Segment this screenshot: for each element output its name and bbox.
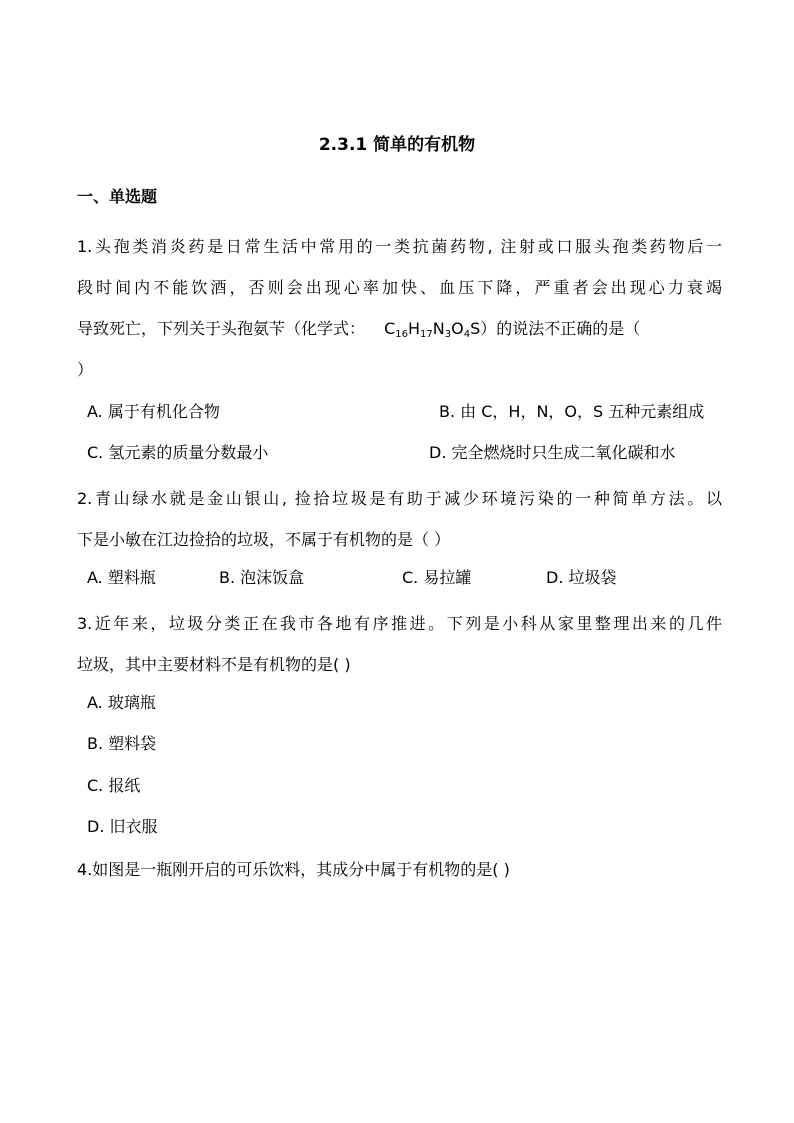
question-1-line-4: ）: [77, 360, 94, 379]
q1-option-d[interactable]: D. 完全燃烧时只生成二氧化碳和水: [429, 443, 676, 462]
question-2-line-1: 2.青山绿水就是金山银山, 捡拾垃圾是有助于减少环境污染的一种简单方法。以: [77, 489, 722, 508]
question-4-line-1: 4.如图是一瓶刚开启的可乐饮料，其成分中属于有机物的是( ): [77, 860, 510, 879]
question-2: [77, 478, 722, 560]
question-1: [77, 226, 722, 390]
chemical-formula: $C_{16}H_{17}N_3O_4S$: [384, 319, 481, 340]
question-1-line-2: 段时间内不能饮酒，否则会出现心率加快、血压下降，严重者会出现心力衰竭: [77, 278, 722, 297]
q1-option-b[interactable]: B. 由 C，H，N，O，S 五种元素组成: [439, 402, 705, 421]
question-4: [77, 849, 722, 890]
q1-option-a[interactable]: A. 属于有机化合物: [87, 402, 220, 421]
question-1-stem-end: ）的说法不正确的是（: [480, 319, 641, 338]
q2-option-c[interactable]: C. 易拉罐: [402, 568, 472, 587]
question-3-line-1: 3.近年来，垃圾分类正在我市各地有序推进。下列是小科从家里整理出来的几件: [77, 614, 722, 633]
question-3-line-2: 垃圾，其中主要材料不是有机物的是( ): [77, 655, 351, 674]
q3-option-b[interactable]: B. 塑料袋: [87, 734, 157, 753]
question-1-stem: 导致死亡，下列关于头孢氨苄（化学式：: [77, 319, 366, 338]
q2-option-d[interactable]: D. 垃圾袋: [546, 568, 617, 587]
question-3: [77, 603, 722, 685]
q3-option-a[interactable]: A. 玻璃瓶: [87, 693, 156, 712]
q2-option-a[interactable]: A. 塑料瓶: [87, 568, 156, 587]
q1-option-c[interactable]: C. 氢元素的质量分数最小: [87, 443, 269, 462]
question-1-line-3: [77, 308, 722, 349]
q3-option-c[interactable]: C. 报纸: [87, 776, 141, 795]
question-1-line-1: 1.头孢类消炎药是日常生活中常用的一类抗菌药物, 注射或口服头孢类药物后一: [77, 237, 722, 256]
document-title: 2.3.1 简单的有机物: [318, 135, 476, 155]
q2-option-b[interactable]: B. 泡沫饭盒: [219, 568, 305, 587]
question-2-line-2: 下是小敏在江边捡拾的垃圾，不属于有机物的是（ ）: [77, 530, 451, 549]
section-heading: 一、单选题: [77, 187, 158, 206]
q3-option-d[interactable]: D. 旧衣服: [87, 817, 158, 836]
